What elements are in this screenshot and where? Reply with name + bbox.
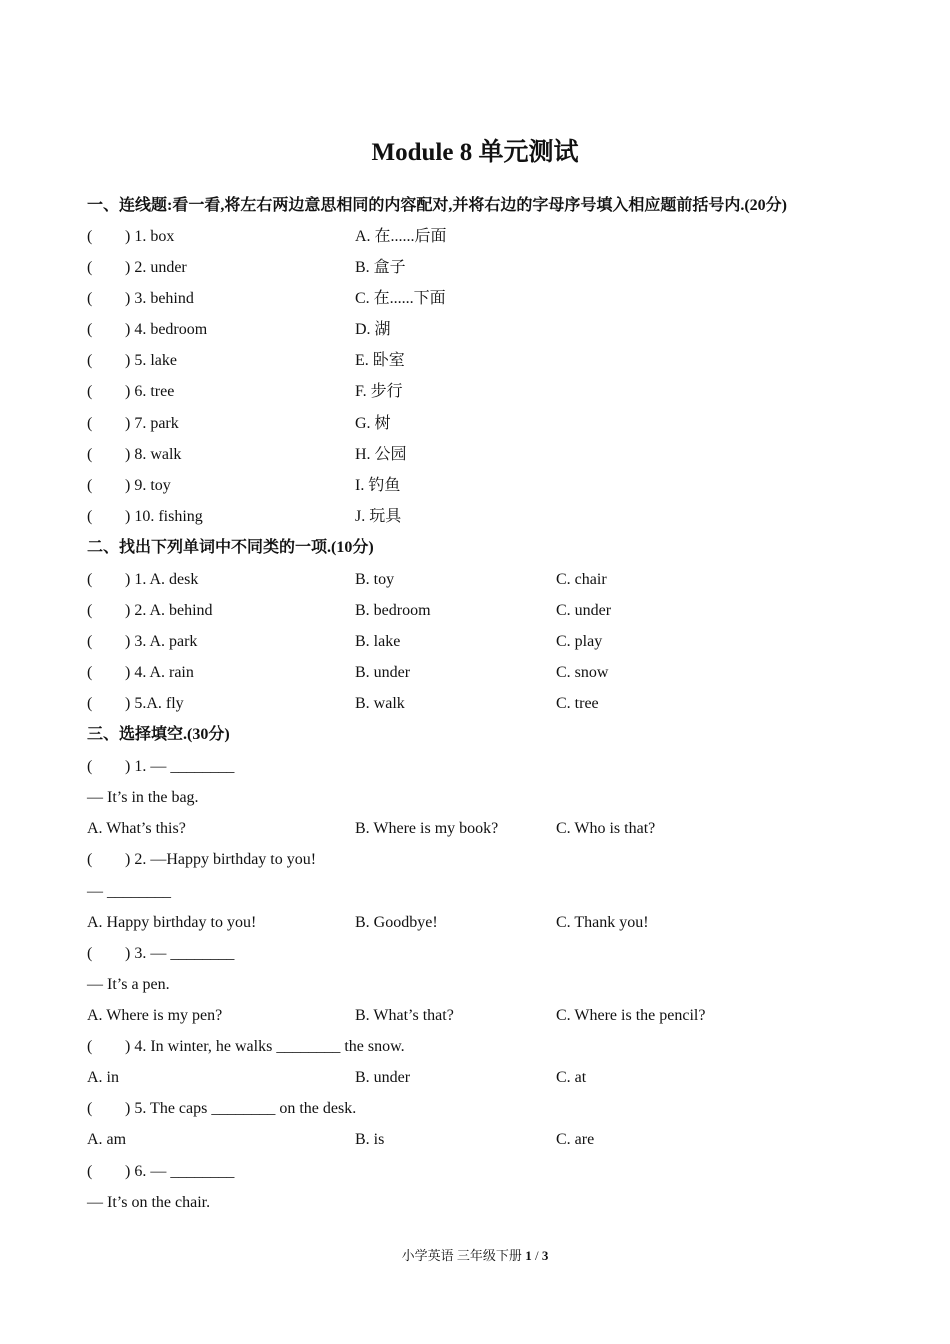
option-b: B. walk <box>355 695 405 712</box>
answer-bracket[interactable]: ( <box>87 228 93 245</box>
option-c: C. tree <box>556 695 599 712</box>
match-right: D. 湖 <box>355 321 391 338</box>
answer-bracket[interactable]: ( <box>87 695 93 712</box>
option-c: C. snow <box>556 664 609 681</box>
odd-one-out-row-3 <box>87 631 887 653</box>
answer-bracket[interactable]: ( <box>87 758 93 775</box>
match-row-1 <box>87 226 887 248</box>
odd-one-out-row-4 <box>87 662 887 684</box>
option-a: ) 2. A. behind <box>125 602 213 619</box>
question-6-reply <box>87 1192 887 1214</box>
option-a: ) 5.A. fly <box>125 695 184 712</box>
answer-bracket[interactable]: ( <box>87 571 93 588</box>
odd-one-out-row-1 <box>87 569 887 591</box>
option-b: B. is <box>355 1131 385 1148</box>
question-text: ) 3. — ________ <box>125 945 235 962</box>
option-b: B. What’s that? <box>355 1007 454 1024</box>
match-right: F. 步行 <box>355 383 403 400</box>
reply-text: — ________ <box>87 883 171 900</box>
answer-bracket[interactable]: ( <box>87 1038 93 1055</box>
option-b: B. under <box>355 664 411 681</box>
option-a: ) 1. A. desk <box>125 571 199 588</box>
reply-text: — It’s a pen. <box>87 976 170 993</box>
match-row-2 <box>87 257 887 279</box>
answer-bracket[interactable]: ( <box>87 477 93 494</box>
reply-text: — It’s on the chair. <box>87 1194 211 1211</box>
option-c: C. are <box>556 1131 595 1148</box>
match-row-4 <box>87 319 887 341</box>
option-a: A. Where is my pen? <box>87 1007 223 1024</box>
match-right: G. 树 <box>355 415 391 432</box>
match-right: J. 玩具 <box>355 508 402 525</box>
question-1-stem <box>87 756 887 778</box>
option-a: A. What’s this? <box>87 820 186 837</box>
question-2-stem <box>87 849 887 871</box>
answer-bracket[interactable]: ( <box>87 1163 93 1180</box>
question-text: ) 6. — ________ <box>125 1163 235 1180</box>
option-a: A. am <box>87 1131 127 1148</box>
page-footer <box>0 1246 950 1266</box>
question-6-stem <box>87 1161 887 1183</box>
match-left: ) 4. bedroom <box>125 321 208 338</box>
question-text: ) 4. In winter, he walks ________ the snow. <box>125 1038 405 1055</box>
option-b: B. bedroom <box>355 602 431 619</box>
match-row-10 <box>87 506 887 528</box>
match-left: ) 2. under <box>125 259 187 276</box>
odd-one-out-row-5 <box>87 693 887 715</box>
match-right: I. 钓鱼 <box>355 477 401 494</box>
match-row-8 <box>87 444 887 466</box>
page-total: 3 <box>541 1248 549 1263</box>
match-left: ) 3. behind <box>125 290 194 307</box>
match-right: C. 在......下面 <box>355 290 446 307</box>
answer-bracket[interactable]: ( <box>87 446 93 463</box>
match-row-3 <box>87 288 887 310</box>
question-3-stem <box>87 943 887 965</box>
option-c: C. under <box>556 602 612 619</box>
page-separator: / <box>531 1248 542 1263</box>
option-a: ) 3. A. park <box>125 633 198 650</box>
odd-one-out-row-2 <box>87 600 887 622</box>
option-c: C. Thank you! <box>556 914 649 931</box>
match-left: ) 5. lake <box>125 352 177 369</box>
question-1-reply <box>87 787 887 809</box>
match-row-7 <box>87 413 887 435</box>
footer-label: 小学英语 三年级下册 <box>401 1248 522 1263</box>
section-3-heading: 三、选择填空.(30分) <box>87 726 230 743</box>
match-right: E. 卧室 <box>355 352 405 369</box>
question-2-options <box>87 912 887 934</box>
answer-bracket[interactable]: ( <box>87 945 93 962</box>
question-text: ) 2. —Happy birthday to you! <box>125 851 317 868</box>
question-text: ) 5. The caps ________ on the desk. <box>125 1100 357 1117</box>
option-c: C. Who is that? <box>556 820 656 837</box>
question-3-options <box>87 1005 887 1027</box>
answer-bracket[interactable]: ( <box>87 664 93 681</box>
question-3-reply <box>87 974 887 996</box>
question-4-stem <box>87 1036 887 1058</box>
match-left: ) 7. park <box>125 415 179 432</box>
match-right: H. 公园 <box>355 446 407 463</box>
option-b: B. toy <box>355 571 395 588</box>
option-b: B. Goodbye! <box>355 914 438 931</box>
question-5-options <box>87 1129 887 1151</box>
section-1-heading: 一、连线题:看一看,将左右两边意思相同的内容配对,并将右边的字母序号填入相应题前括号内.(20分) <box>87 197 787 214</box>
match-left: ) 8. walk <box>125 446 182 463</box>
reply-text: — It’s in the bag. <box>87 789 199 806</box>
answer-bracket[interactable]: ( <box>87 259 93 276</box>
option-c: C. Where is the pencil? <box>556 1007 706 1024</box>
option-c: C. chair <box>556 571 607 588</box>
answer-bracket[interactable]: ( <box>87 508 93 525</box>
match-row-6 <box>87 381 887 403</box>
option-b: B. Where is my book? <box>355 820 499 837</box>
option-b: B. lake <box>355 633 401 650</box>
option-a: A. Happy birthday to you! <box>87 914 257 931</box>
question-4-options <box>87 1067 887 1089</box>
answer-bracket[interactable]: ( <box>87 321 93 338</box>
option-a: A. in <box>87 1069 119 1086</box>
match-left: ) 9. toy <box>125 477 171 494</box>
answer-bracket[interactable]: ( <box>87 633 93 650</box>
match-left: ) 10. fishing <box>125 508 203 525</box>
answer-bracket[interactable]: ( <box>87 352 93 369</box>
match-left: ) 1. box <box>125 228 175 245</box>
option-b: B. under <box>355 1069 411 1086</box>
option-a: ) 4. A. rain <box>125 664 194 681</box>
answer-bracket[interactable]: ( <box>87 851 93 868</box>
answer-bracket[interactable]: ( <box>87 290 93 307</box>
question-text: ) 1. — ________ <box>125 758 235 775</box>
match-row-5 <box>87 350 887 372</box>
match-row-9 <box>87 475 887 497</box>
answer-bracket[interactable]: ( <box>87 415 93 432</box>
page-title: Module 8 单元测试 <box>371 139 579 166</box>
match-right: B. 盒子 <box>355 259 406 276</box>
question-2-reply <box>87 881 887 903</box>
option-c: C. at <box>556 1069 587 1086</box>
match-right: A. 在......后面 <box>355 228 447 245</box>
answer-bracket[interactable]: ( <box>87 1100 93 1117</box>
answer-bracket[interactable]: ( <box>87 602 93 619</box>
section-2-heading: 二、找出下列单词中不同类的一项.(10分) <box>87 539 374 556</box>
question-1-options <box>87 818 887 840</box>
page-number: 1 <box>525 1248 532 1263</box>
question-5-stem <box>87 1098 887 1120</box>
option-c: C. play <box>556 633 603 650</box>
answer-bracket[interactable]: ( <box>87 383 93 400</box>
match-left: ) 6. tree <box>125 383 175 400</box>
